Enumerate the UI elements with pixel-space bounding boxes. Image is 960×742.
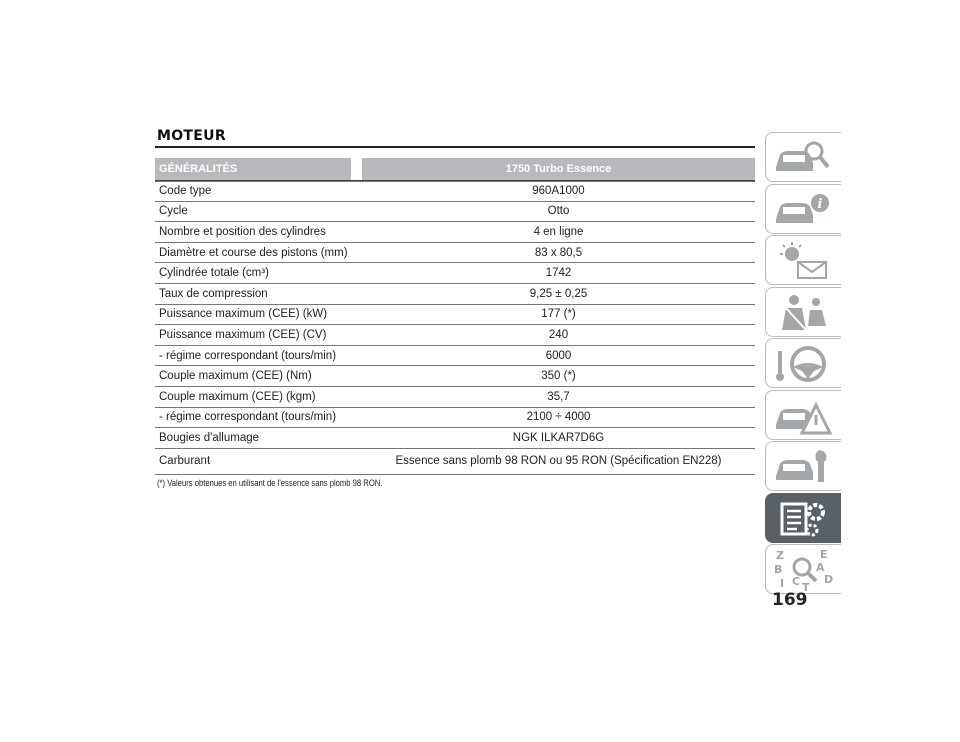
table-row xyxy=(155,305,755,326)
table-row xyxy=(155,366,755,387)
row-label: Diamètre et course des pistons (mm) xyxy=(159,246,348,259)
car-warning-triangle-icon xyxy=(772,395,834,437)
row-label: Puissance maximum (CEE) (CV) xyxy=(159,328,327,341)
tab-driving[interactable] xyxy=(765,338,841,388)
index-letter: B xyxy=(774,563,783,576)
row-label: Nombre et position des cylindres xyxy=(159,225,326,238)
index-letter: Z xyxy=(776,549,784,562)
header-right: 1750 Turbo Essence xyxy=(362,158,755,180)
table-row xyxy=(155,325,755,346)
chapter-tabs xyxy=(765,132,841,596)
row-value: NGK ILKAR7D6G xyxy=(512,431,605,444)
row-value: 83 x 80,5 xyxy=(534,246,583,259)
index-letter: T xyxy=(802,581,810,591)
tab-technical-specs[interactable] xyxy=(765,493,841,543)
row-value: Essence sans plomb 98 RON ou 95 RON (Spécification EN228) xyxy=(395,455,722,468)
row-label: Bougies d'allumage xyxy=(159,431,260,444)
row-value: Otto xyxy=(547,205,570,218)
row-label: Cylindrée totale (cm³) xyxy=(159,267,269,280)
table-rows xyxy=(155,180,755,475)
row-value: 960A1000 xyxy=(532,185,585,198)
car-wrench-icon xyxy=(772,446,834,488)
seatbelt-airbag-icon xyxy=(772,292,834,334)
row-value: 9,25 ± 0,25 xyxy=(529,287,588,300)
table-row xyxy=(155,222,755,243)
table-row xyxy=(155,284,755,305)
row-label: - régime correspondant (tours/min) xyxy=(159,411,337,424)
index-letter: A xyxy=(816,561,825,574)
table-row xyxy=(155,449,755,475)
steering-wheel-icon xyxy=(772,343,834,385)
row-value: 4 en ligne xyxy=(533,225,584,238)
row-label: Couple maximum (CEE) (kgm) xyxy=(159,390,316,403)
car-info-icon xyxy=(772,189,834,231)
row-value: 177 (*) xyxy=(541,308,576,321)
row-value: 1742 xyxy=(545,267,572,280)
table-row xyxy=(155,408,755,429)
row-value: 240 xyxy=(548,328,569,341)
tab-emergency[interactable] xyxy=(765,390,841,440)
row-value: 2100 ÷ 4000 xyxy=(526,411,591,424)
page-number: 169 xyxy=(772,590,808,610)
svg-text:i: i xyxy=(817,196,823,212)
tab-maintenance[interactable] xyxy=(765,441,841,491)
row-value: 35,7 xyxy=(547,390,570,403)
row-value: 6000 xyxy=(545,349,572,362)
row-label: Taux de compression xyxy=(159,287,268,300)
row-value: 350 (*) xyxy=(541,370,576,383)
index-letter: D xyxy=(824,573,834,586)
table-row xyxy=(155,243,755,264)
table-row xyxy=(155,387,755,408)
tab-car-search[interactable] xyxy=(765,132,841,182)
table-row xyxy=(155,202,755,223)
spec-sheet-gears-icon xyxy=(772,498,834,540)
table-row xyxy=(155,428,755,449)
tab-car-info[interactable] xyxy=(765,184,841,234)
header-left: GÉNÉRALITÉS xyxy=(155,158,351,180)
spec-table xyxy=(155,158,755,475)
title-rule xyxy=(155,146,755,148)
section-title: MOTEUR xyxy=(157,128,226,144)
footnote: (*) Valeurs obtenues en utilisant de l'essence sans plomb 98 RON. xyxy=(157,478,383,488)
table-row xyxy=(155,181,755,202)
warning-light-icon xyxy=(772,240,834,282)
row-label: Couple maximum (CEE) (Nm) xyxy=(159,370,312,383)
table-row xyxy=(155,263,755,284)
table-header xyxy=(155,158,755,180)
index-letter: I xyxy=(780,577,785,590)
row-label: - régime correspondant (tours/min) xyxy=(159,349,337,362)
index-letter: E xyxy=(820,549,828,561)
tab-safety[interactable] xyxy=(765,287,841,337)
tab-warning-lights[interactable] xyxy=(765,235,841,285)
tab-alphabetical-index[interactable] xyxy=(765,544,841,594)
car-search-icon xyxy=(772,137,834,179)
row-label: Carburant xyxy=(159,455,211,468)
row-label: Code type xyxy=(159,185,212,198)
index-letter: C xyxy=(792,575,801,588)
row-label: Puissance maximum (CEE) (kW) xyxy=(159,308,328,321)
table-row xyxy=(155,346,755,367)
alphabet-index-icon xyxy=(772,549,834,591)
row-label: Cycle xyxy=(159,205,188,218)
